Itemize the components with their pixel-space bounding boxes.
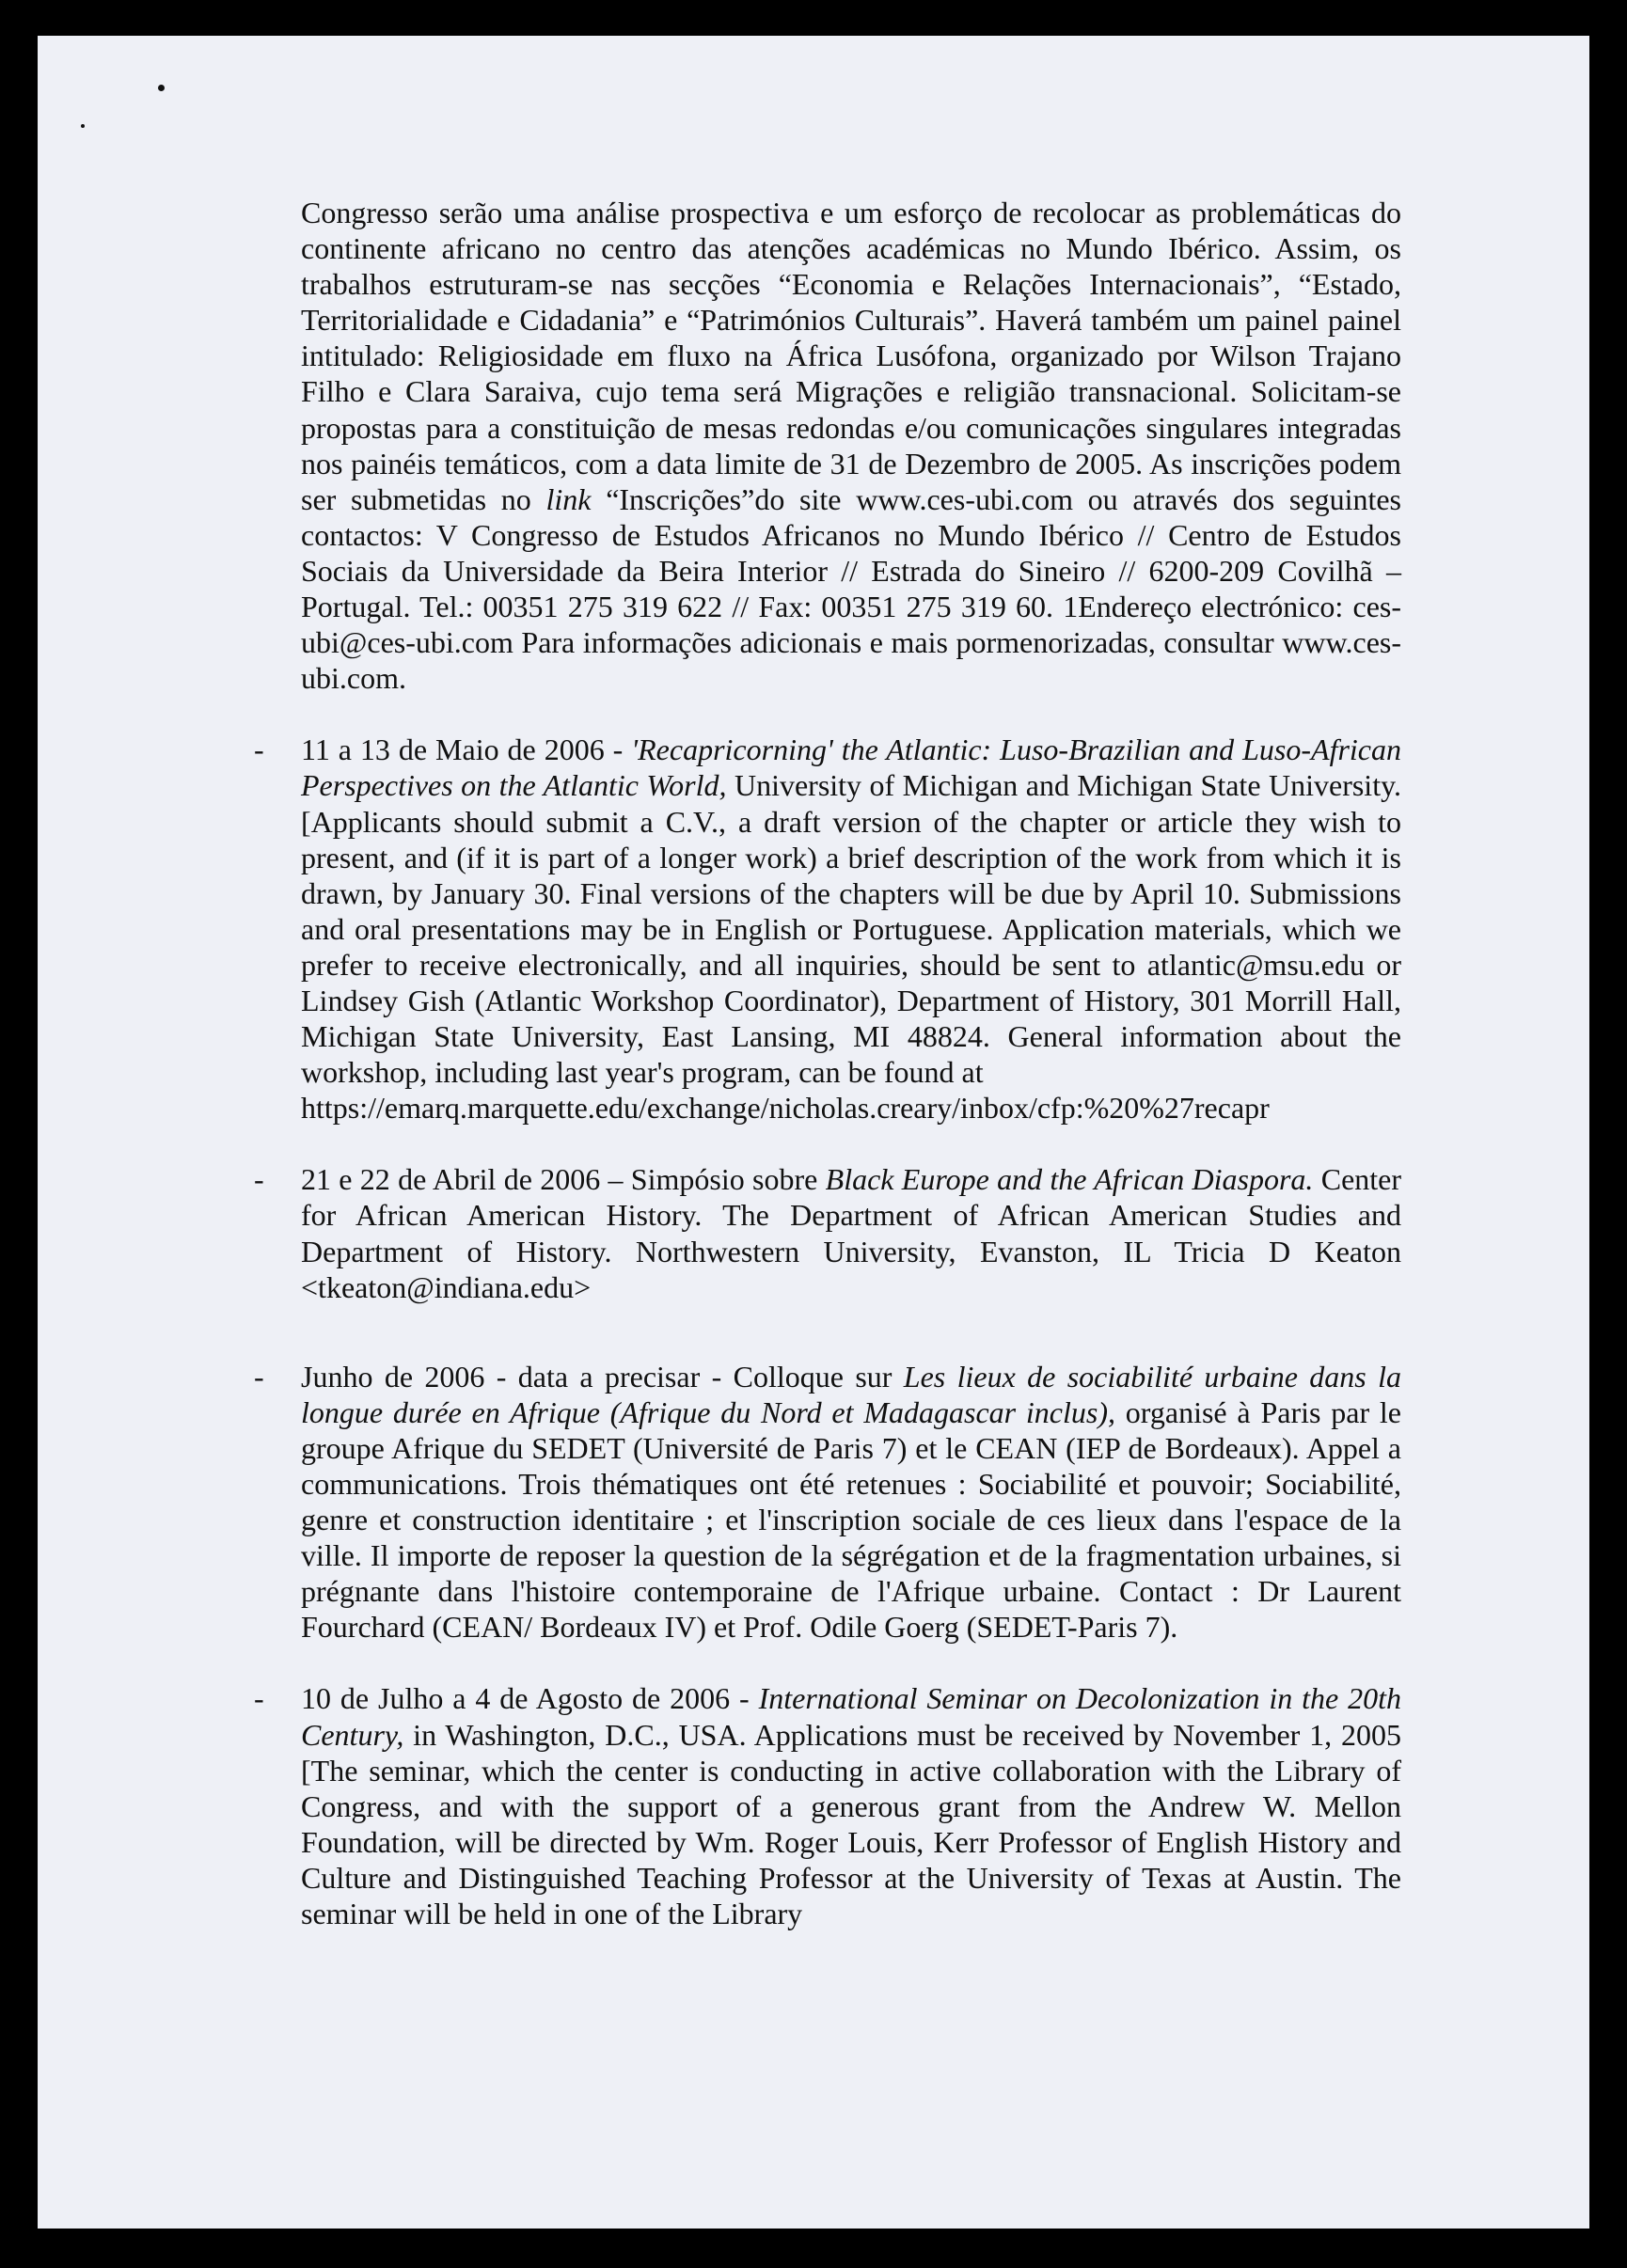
scan-speck — [158, 85, 165, 91]
intro-text-2: “Inscrições”do site www.ces-ubi.com ou através dos seguintes contactos: V Congresso de Estudos Africanos no Mundo Ibérico // Centro de Estudos Sociais da Universidade da Beira Interior // Estrada do Sineiro // 6200-209 Covilhã – Portugal. Tel.: 00351 275 319 622 // Fax: 00351 275 319 60. 1Endereço electrónico: ces-ubi@ces-ubi.com Para informações adicionais e mais pormenorizadas, consultar www.ces-ubi.com. — [301, 481, 1402, 696]
document-page — [38, 36, 1589, 2229]
intro-link-word: link — [545, 481, 592, 516]
scan-speck — [81, 124, 85, 128]
entry-title: Black Europe and the African Diaspora. — [825, 1162, 1314, 1197]
list-item — [254, 1359, 1402, 1646]
entry-description: University of Michigan and Michigan State University. [Applicants should submit a C.V., a draft version of the chapter or article they wish to present, and (if it is part of a longer work) a brief description of the work from which it is drawn, by January 30. Final versions of the chapters will be due by April 10. Submissions and oral presentations may be in English or Portuguese. Application materials, which we prefer to receive electronically, and all inquiries, should be sent to atlantic@msu.edu or Lindsey Gish (Atlantic Workshop Coordinator), Department of History, 301 Morrill Hall, Michigan State University, East Lansing, MI 48824. General information about the workshop, including last year's program, can be found at — [301, 768, 1402, 1090]
list-item — [254, 1161, 1402, 1304]
document-body — [254, 195, 1402, 1931]
intro-text-1: Congresso serão uma análise prospectiva e um esforço de recolocar as problemáticas do continente africano no centro das atenções académicas no Mundo Ibérico. Assim, os trabalhos estruturam-se nas secções “Economia e Relações Internacionais”, “Estado, Territorialidade e Cidadania” e “Patrimónios Culturais”. Haverá também um painel painel intitulado: Religiosidade em fluxo na África Lusófona, organizado por Wilson Trajano Filho e Clara Saraiva, cujo tema será Migrações e religião transnacional. Solicitam-se propostas para a constituição de mesas redondas e/ou comunicações singulares integradas nos painéis temáticos, com a data limite de 31 de Dezembro de 2005. As inscrições podem ser submetidas no — [301, 196, 1401, 516]
list-bullet: - — [254, 1359, 264, 1394]
entry-date: 10 de Julho a 4 de Agosto de 2006 - — [301, 1681, 759, 1716]
entry-title: Les lieux de sociabilité urbaine dans la longue durée en Afrique (Afrique du Nord et Madagascar inclus), — [301, 1359, 1402, 1429]
entry-date: 21 e 22 de Abril de 2006 – Simpósio sobre — [301, 1162, 826, 1197]
entry-date: Junho de 2006 - data a precisar - Colloque sur — [301, 1359, 904, 1394]
entry-url: https://emarq.marquette.edu/exchange/nicholas.creary/inbox/cfp:%20%27recapr — [301, 1091, 1270, 1126]
list-bullet: - — [254, 1162, 264, 1197]
entry-description: organisé à Paris par le groupe Afrique du SEDET (Université de Paris 7) et le CEAN (IEP de Bordeaux). Appel a communications. Trois thématiques ont été retenues : Sociabilité et pouvoir; Sociabilité, genre et construction identitaire ; et l'inscription sociale de ces lieux dans l'espace de la ville. Il importe de reposer la question de la ségrégation et de la fragmentation urbaines, si prégnante dans l'histoire contemporaine de l'Afrique urbaine. Contact : Dr Laurent Fourchard (CEAN/ Bordeaux IV) et Prof. Odile Goerg (SEDET-Paris 7). — [301, 1394, 1402, 1645]
list-bullet: - — [254, 1681, 264, 1716]
entry-description: Center for African American History. The Department of African American Studies and Department of History. Northwestern University, Evanston, IL Tricia D Keaton <tkeaton@indiana.edu> — [301, 1162, 1402, 1304]
list-bullet: - — [254, 732, 264, 767]
entry-date: 11 a 13 de Maio de 2006 - — [301, 732, 632, 767]
list-item — [254, 1680, 1402, 1931]
list-item — [254, 732, 1402, 1126]
entry-title: 'Recapricorning' the Atlantic: Luso-Brazilian and Luso-African Perspectives on the Atlantic World, — [301, 732, 1402, 803]
intro-paragraph — [301, 195, 1401, 696]
entry-description: in Washington, D.C., USA. Applications must be received by November 1, 2005 [The seminar, which the center is conducting in active collaboration with the Library of Congress, and with the support of a generous grant from the Andrew W. Mellon Foundation, will be directed by Wm. Roger Louis, Kerr Professor of English History and Culture and Distinguished Teaching Professor at the University of Texas at Austin. The seminar will be held in one of the Library — [301, 1717, 1401, 1931]
entry-title: International Seminar on Decolonization in the 20th Century, — [301, 1681, 1402, 1752]
